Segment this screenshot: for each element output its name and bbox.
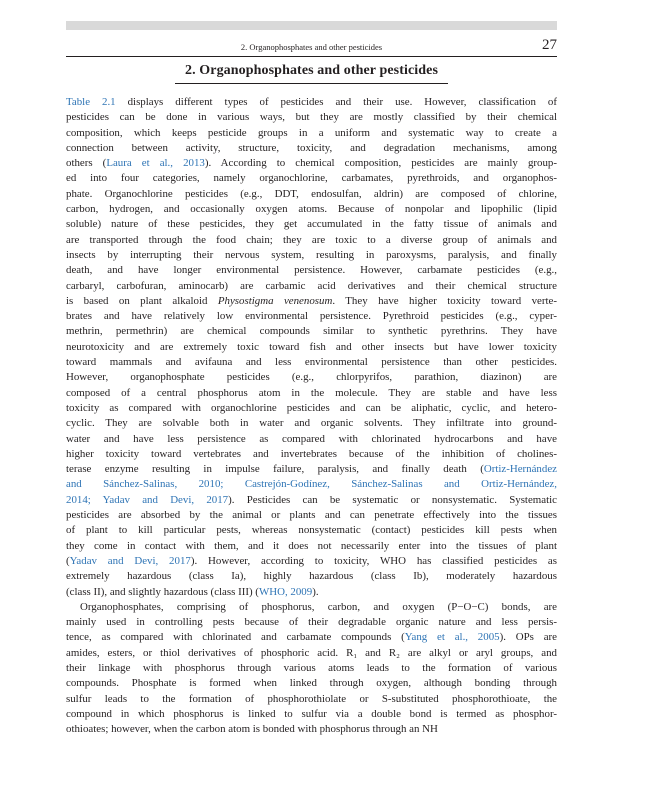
- text-line: [66, 661, 557, 676]
- section-title: 2. Organophosphates and other pesticides: [184, 63, 439, 78]
- text-line: [66, 110, 557, 125]
- text-line: [66, 676, 557, 691]
- text-line: [66, 294, 557, 309]
- text-segment: phate. Organochlorine pesticides (e.g., DDT, endosulfan, aldrin) are composed of chlorine,: [66, 187, 557, 200]
- text-segment: toward mammals and avifauna and less environmental persistence than other pesticides.: [66, 356, 557, 369]
- text-line: [66, 585, 557, 600]
- text-segment: ). OPs are: [499, 631, 557, 644]
- citation-link[interactable]: Laura et al., 2013: [106, 157, 205, 170]
- text-segment: higher toxicity toward vertebrates and invertebrates because of the inhibition of cholines-: [66, 447, 557, 460]
- text-line: [66, 493, 557, 508]
- text-line: [66, 386, 557, 401]
- text-line: [66, 615, 557, 630]
- text-line: [66, 508, 557, 523]
- text-segment: composed of a central phosphorus atom in the molecule. They are stable and have less: [66, 386, 557, 399]
- text-segment: carbaryl, carbofuran, aminocarb) are carbamic acid derivatives and their chemical structure: [66, 279, 557, 292]
- text-line: [66, 279, 557, 294]
- text-segment: of plant to kill particular pests, whereas nonsystematic (contact) pesticides kill pests when: [66, 524, 557, 537]
- top-gray-bar: [66, 21, 557, 30]
- italic-text: Physostigma venenosum: [217, 294, 333, 307]
- text-line: [66, 523, 557, 538]
- text-line: [66, 432, 557, 447]
- text-line: [66, 416, 557, 431]
- text-segment: compounds. Phosphate is formed when linked through oxygen, although bonding through: [66, 677, 557, 690]
- text-segment: sulfur leads to the formation of phosphorothiolate or S-substituted phosphorothioate, the: [66, 692, 557, 705]
- text-segment: (: [66, 554, 70, 567]
- text-segment: toxicity as compared with organochlorine pesticides and can be aliphatic, cyclic, and hetero-: [66, 401, 557, 414]
- text-segment: However, organophosphate pesticides (e.g., chlorpyrifos, parathion, diazinon) are: [66, 371, 557, 384]
- text-segment: compound in which phosphorus is linked to sulfur via a double bond is termed as phosphor-: [66, 707, 557, 720]
- text-segment: ed into four categories, namely organochlorine, carbamates, pyrethroids, and organophos-: [66, 172, 557, 185]
- text-line: [66, 171, 557, 186]
- text-segment: is based on plant alkaloid: [66, 294, 218, 307]
- text-segment: connection between activity, structure, toxicity, and degradation mechanisms, among: [66, 141, 557, 154]
- text-segment: pesticides are absorbed by the animal or plants and can penetrate effectively into the tissues: [66, 509, 557, 522]
- citation-link[interactable]: Yang et al., 2005: [404, 631, 500, 644]
- running-title: 2. Organophosphates and other pesticides: [240, 42, 383, 52]
- text-segment: tence, as compared with chlorinated and carbamate compounds (: [66, 631, 405, 644]
- text-line: [66, 630, 557, 645]
- text-segment: mainly used in controlling pests because of their degradable organic nature and less persis-: [66, 616, 557, 629]
- text-line: [66, 722, 557, 737]
- text-segment: ). According to chemical composition, pesticides are mainly group-: [204, 157, 557, 170]
- text-segment: (class II), and slightly hazardous (class III) (: [66, 585, 259, 598]
- body-text: [66, 95, 557, 737]
- text-segment: terase enzyme resulting in impulse failure, paralysis, and finally death (: [66, 463, 484, 476]
- text-line: [66, 692, 557, 707]
- page-number: 27: [542, 37, 557, 53]
- text-line: [66, 309, 557, 324]
- text-line: [66, 141, 557, 156]
- text-segment: pesticides can be done in various ways, but they are mostly classified by their chemical: [66, 111, 557, 124]
- text-line: [66, 370, 557, 385]
- text-segment: methrin, permethrin) are chemical compounds similar to synthetic pyrethrins. They have: [66, 325, 557, 338]
- citation-link[interactable]: 2014; Yadav and Devi, 2017: [66, 493, 229, 506]
- text-line: [66, 217, 557, 232]
- citation-link[interactable]: Yadav and Devi, 2017: [69, 554, 191, 567]
- header-rule: [66, 56, 557, 57]
- text-segment: ). However, according to toxicity, WHO has classified pesticides as: [190, 554, 557, 567]
- text-line: [66, 401, 557, 416]
- text-line: [66, 202, 557, 217]
- text-segment: Organophosphates, comprising of phosphorus, carbon, and oxygen (P−O−C) bonds, are: [80, 600, 557, 613]
- citation-link[interactable]: and Sánchez-Salinas, 2010; Castrejón-Godínez, Sánchez-Salinas and Ortiz-Hernández,: [66, 478, 557, 491]
- text-segment: amides, esters, or thiol derivatives of phosphoric acid. R₁ and R₂ are alkyl or aryl groups, and: [66, 646, 557, 659]
- text-line: [66, 187, 557, 202]
- text-segment: they come in contact with them, and it does not necessarily enter into the tissues of plant: [66, 539, 557, 552]
- text-segment: ).: [312, 585, 319, 598]
- citation-link[interactable]: Ortiz-Hernández: [483, 463, 557, 476]
- text-segment: neurotoxicity and are extremely toxic toward fish and other insects but have lower toxicity: [66, 340, 557, 353]
- text-line: [66, 340, 557, 355]
- text-segment: othioates; however, when the carbon atom is bonded with phosphorus through an NH: [66, 723, 438, 736]
- text-line: [66, 646, 557, 661]
- running-header: [66, 39, 557, 55]
- text-line: [66, 355, 557, 370]
- text-line: [66, 263, 557, 278]
- text-line: [66, 324, 557, 339]
- text-line: [66, 707, 557, 722]
- citation-link[interactable]: Table 2.1: [66, 96, 116, 108]
- text-line: [66, 126, 557, 141]
- text-line: [66, 248, 557, 263]
- text-line: [66, 156, 557, 171]
- text-segment: carbon, hydrogen, and occasionally oxygen atoms. Because of nonpolar and lipophilic (lipid: [66, 203, 557, 216]
- text-segment: death, and have longer environmental persistence. However, carbamate pesticides (e.g.,: [66, 264, 557, 277]
- text-segment: soluble) nature of these pesticides, they get accumulated in the fatty tissue of animals and: [66, 218, 557, 231]
- text-segment: . They have higher toxicity toward verte-: [332, 294, 558, 307]
- text-line: [66, 462, 557, 477]
- title-underline: [175, 83, 448, 84]
- text-segment: composition, which keeps pesticide groups in a uniform and systematic way to create a: [66, 126, 557, 139]
- text-line: [66, 600, 557, 615]
- text-segment: insects by interrupting their nervous system, resulting in paroxysms, paralysis, and finally: [66, 248, 557, 261]
- text-segment: cyclic. They are solvable both in water and organic solvents. They infiltrate into ground-: [66, 417, 557, 430]
- text-line: [66, 233, 557, 248]
- text-line: [66, 447, 557, 462]
- text-line: [66, 554, 557, 569]
- text-line: [66, 477, 557, 492]
- text-segment: others (: [66, 157, 107, 170]
- text-line: [66, 95, 557, 110]
- text-segment: their linkage with phosphorus through various atoms leads to the formation of various: [66, 661, 557, 674]
- text-segment: ). Pesticides can be systematic or nonsystematic. Systematic: [228, 493, 557, 506]
- text-segment: brates and have relatively low environmental persistence. Pyrethroid pesticides (e.g., cyper-: [66, 310, 557, 323]
- text-line: [66, 569, 557, 584]
- text-segment: are transported through the food chain; they are toxic to a diverse group of animals and: [66, 233, 557, 246]
- text-segment: displays different types of pesticides and their use. However, classification of: [115, 96, 557, 108]
- text-segment: water and have less persistence as compared with chlorinated hydrocarbons and have: [66, 432, 557, 445]
- citation-link[interactable]: WHO, 2009: [258, 585, 313, 598]
- text-segment: extremely hazardous (class Ia), highly hazardous (class Ib), moderately hazardous: [66, 570, 557, 583]
- text-line: [66, 539, 557, 554]
